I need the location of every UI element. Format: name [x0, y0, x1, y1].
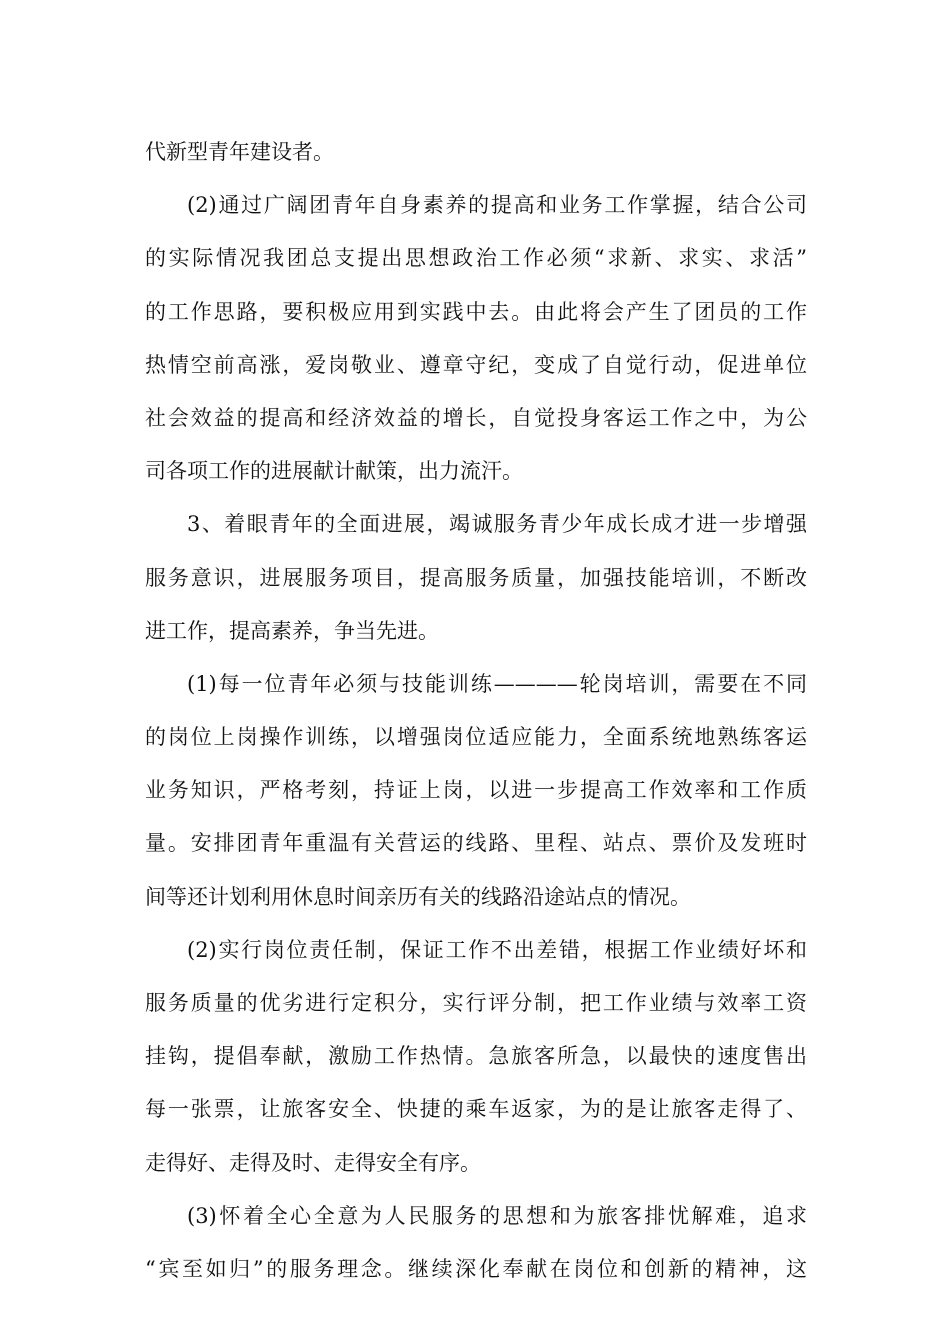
text-line: 的工作思路，要积极应用到实践中去。由此将会产生了团员的工作 [145, 299, 807, 324]
text-line: 进工作，提高素养，争当先进。 [145, 618, 439, 643]
text-line: “宾至如归”的服务理念。继续深化奉献在岗位和创新的精神，这 [145, 1256, 807, 1281]
text-line: 业务知识，严格考刻，持证上岗，以进一步提高工作效率和工作质 [145, 778, 807, 803]
text-line: 社会效益的提高和经济效益的增长，自觉投身客运工作之中，为公 [145, 405, 807, 430]
text-line: 每一张票，让旅客安全、快捷的乘车返家，为的是让旅客走得了、 [145, 1097, 807, 1122]
text-line: 3、着眼青年的全面进展，竭诚服务青少年成长成才进一步增强 [187, 512, 807, 537]
body-text [145, 126, 807, 1296]
text-line: 间等还计划利用休息时间亲历有关的线路沿途站点的情况。 [145, 884, 691, 909]
text-line: 服务意识，进展服务项目，提高服务质量，加强技能培训，不断改 [145, 565, 807, 590]
text-line: (2)实行岗位责任制，保证工作不出差错，根据工作业绩好坏和 [187, 937, 807, 962]
text-line: 的实际情况我团总支提出思想政治工作必须“求新、求实、求活” [145, 246, 807, 271]
text-line: (2)通过广阔团青年自身素养的提高和业务工作掌握，结合公司 [187, 193, 807, 218]
text-line: 代新型青年建设者。 [145, 140, 334, 164]
text-line: 热情空前高涨，爱岗敬业、遵章守纪，变成了自觉行动，促进单位 [145, 352, 807, 377]
text-line: 司各项工作的进展献计献策，出力流汗。 [145, 459, 523, 484]
text-line: 挂钩，提倡奉献，激励工作热情。急旅客所急，以最快的速度售出 [145, 1044, 807, 1069]
text-line: (1)每一位青年必须与技能训练————轮岗培训，需要在不同 [187, 671, 807, 696]
text-line: (3)怀着全心全意为人民服务的思想和为旅客排忧解难，追求 [187, 1203, 807, 1228]
text-line: 走得好、走得及时、走得安全有序。 [145, 1150, 481, 1175]
text-line: 量。安排团青年重温有关营运的线路、里程、站点、票价及发班时 [145, 831, 807, 856]
text-line: 的岗位上岗操作训练，以增强岗位适应能力，全面系统地熟练客运 [145, 725, 807, 750]
text-line: 服务质量的优劣进行定积分，实行评分制，把工作业绩与效率工资 [145, 991, 807, 1015]
